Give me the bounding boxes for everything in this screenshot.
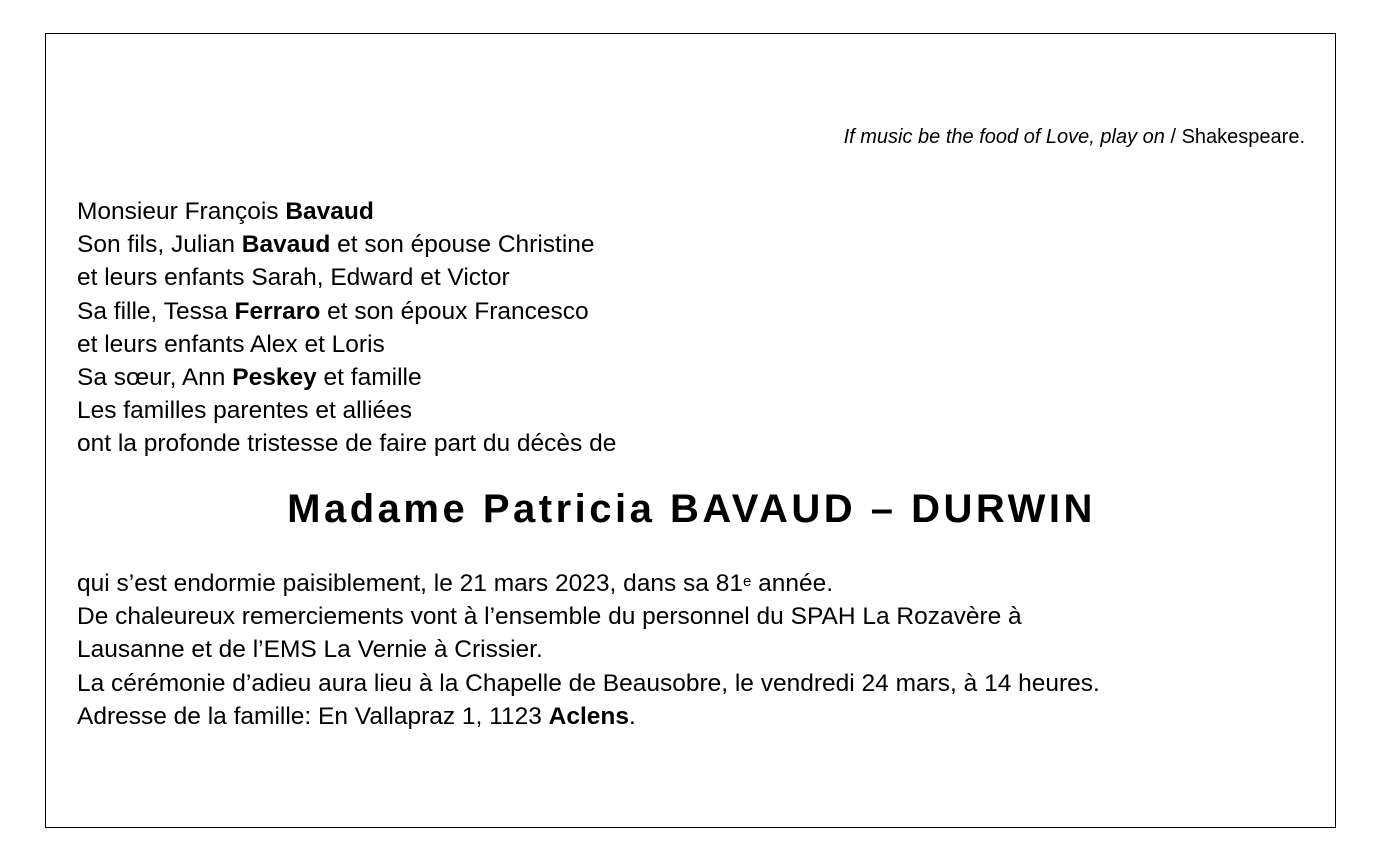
family-line — [77, 328, 616, 361]
family-line — [77, 427, 616, 460]
address-town: Aclens — [548, 702, 630, 730]
quote-author: Shakespeare. — [1181, 126, 1305, 148]
details-line — [77, 567, 1100, 600]
details-line: La cérémonie d’adieu aura lieu à la Chapelle de Beausobre, le vendredi 24 mars, à 14 heures. — [77, 669, 1100, 697]
epigraph-quote — [844, 126, 1305, 149]
family-line-surname: Ferraro — [234, 297, 321, 325]
details-text: qui s’est endormie paisiblement, le 21 mars 2023, dans sa 81 — [77, 570, 743, 597]
family-line-text: Les familles parentes et alliées — [77, 397, 413, 425]
ordinal-suffix: e — [742, 573, 752, 590]
family-address — [77, 700, 1100, 733]
details-line: Lausanne et de l’EMS La Vernie à Crissier. — [77, 636, 543, 664]
family-line-text: ont la profonde tristesse de faire part du décès de — [77, 430, 617, 458]
family-line — [77, 261, 616, 294]
details-line: De chaleureux remerciements vont à l’ensemble du personnel du SPAH La Rozavère à — [77, 603, 1022, 631]
family-line-text: et leurs enfants Alex et Loris — [77, 330, 385, 358]
family-line-surname: Peskey — [232, 364, 317, 392]
family-line — [77, 295, 616, 328]
family-line-surname: Bavaud — [285, 198, 374, 225]
quote-separator: / — [1164, 126, 1182, 148]
family-line-text: Monsieur François — [77, 198, 286, 225]
family-line-text: et son épouse Christine — [330, 231, 595, 259]
obituary-details — [77, 567, 1100, 733]
family-line-text: Sa sœur, Ann — [77, 364, 233, 392]
details-text: année. — [751, 570, 834, 597]
family-line-text: et leurs enfants Sarah, Edward et Victor — [77, 264, 510, 292]
family-line — [77, 228, 616, 261]
family-announcement — [77, 195, 616, 461]
family-line-text: et son époux Francesco — [320, 297, 589, 325]
family-line-text: Sa fille, Tessa — [77, 297, 235, 325]
details-text: . — [629, 702, 636, 730]
details-text: Adresse de la famille: En Vallapraz 1, 1123 — [77, 702, 549, 730]
deceased-name: Madame Patricia BAVAUD – DURWIN — [287, 487, 1096, 531]
family-line-text: et famille — [316, 364, 422, 392]
family-line — [77, 195, 616, 228]
family-line — [77, 361, 616, 394]
family-line-surname: Bavaud — [241, 231, 331, 259]
quote-text: If music be the food of Love, play on — [843, 126, 1165, 148]
family-line — [77, 394, 616, 427]
obituary-card — [45, 33, 1336, 828]
family-line-text: Son fils, Julian — [77, 231, 242, 259]
